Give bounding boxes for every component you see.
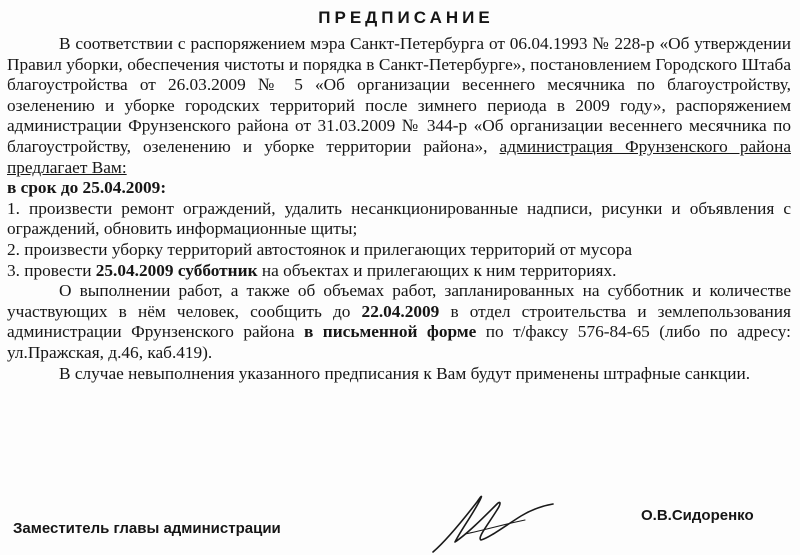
- report-form: в письменной форме: [303, 322, 477, 342]
- report-text-1: О выполнении работ, а также об объемах работ, запланированных на субботник и количестве участвующих в нём человек, сообщить до: [7, 281, 791, 321]
- intro-underlined-text: администрация Фрунзенского района предлагает Вам:: [7, 136, 791, 177]
- signature-block: [0, 490, 800, 555]
- item-2: 2. произвести уборку территорий автостоянок и прилегающих территорий от мусора: [7, 239, 633, 259]
- handwritten-signature: [425, 490, 575, 555]
- report-date: 22.04.2009: [361, 301, 440, 321]
- item-1: 1. произвести ремонт ограждений, удалить несанкционированные надписи, рисунки и объявления с ограждений, обновить информационные щиты;: [7, 198, 791, 239]
- penalty-paragraph: В случае невыполнения указанного предписания к Вам будут применены штрафные санкции.: [59, 363, 751, 383]
- intro-text: В соответствии с распоряжением мэра Санкт-Петербурга от 06.04.1993 № 228-р «Об утверждении Правил уборки, обеспечения чистоты и порядка в Санкт-Петербурге», постановлением Городского Штаба благоустройства от 26.03.2009 № 5 «Об организации весеннего месячника по благоустройству, озеленению и уборке городских территорий после зимнего периода в 2009 году», распоряжением администрации Фрунзенского района от 31.03.2009 № 344-р «Об организации весеннего месячника по благоустройству, озеленению и уборке территории района»,: [7, 34, 791, 156]
- document-body: [7, 34, 791, 384]
- report-text-3: по т/факсу 576-84-65 (либо по адресу: ул.Пражская, д.46, каб.419).: [7, 322, 791, 362]
- signer-name: О.В.Сидоренко: [641, 507, 754, 524]
- report-text-2: в отдел строительства и землепользования администрации Фрунзенского района: [7, 301, 791, 342]
- item-3-bold: 25.04.2009 субботник: [95, 260, 258, 280]
- intro-paragraph: [7, 34, 791, 178]
- document-title: ПРЕДПИСАНИЕ: [318, 8, 494, 27]
- item-3-prefix: 3. провести: [7, 260, 96, 280]
- report-paragraph: [7, 281, 791, 363]
- deadline-line: в срок до 25.04.2009:: [7, 178, 167, 198]
- signer-position: Заместитель главы администрации: [13, 520, 281, 537]
- item-3-suffix: на объектах и прилегающих к ним территориях.: [257, 260, 617, 280]
- item-3: [7, 261, 791, 282]
